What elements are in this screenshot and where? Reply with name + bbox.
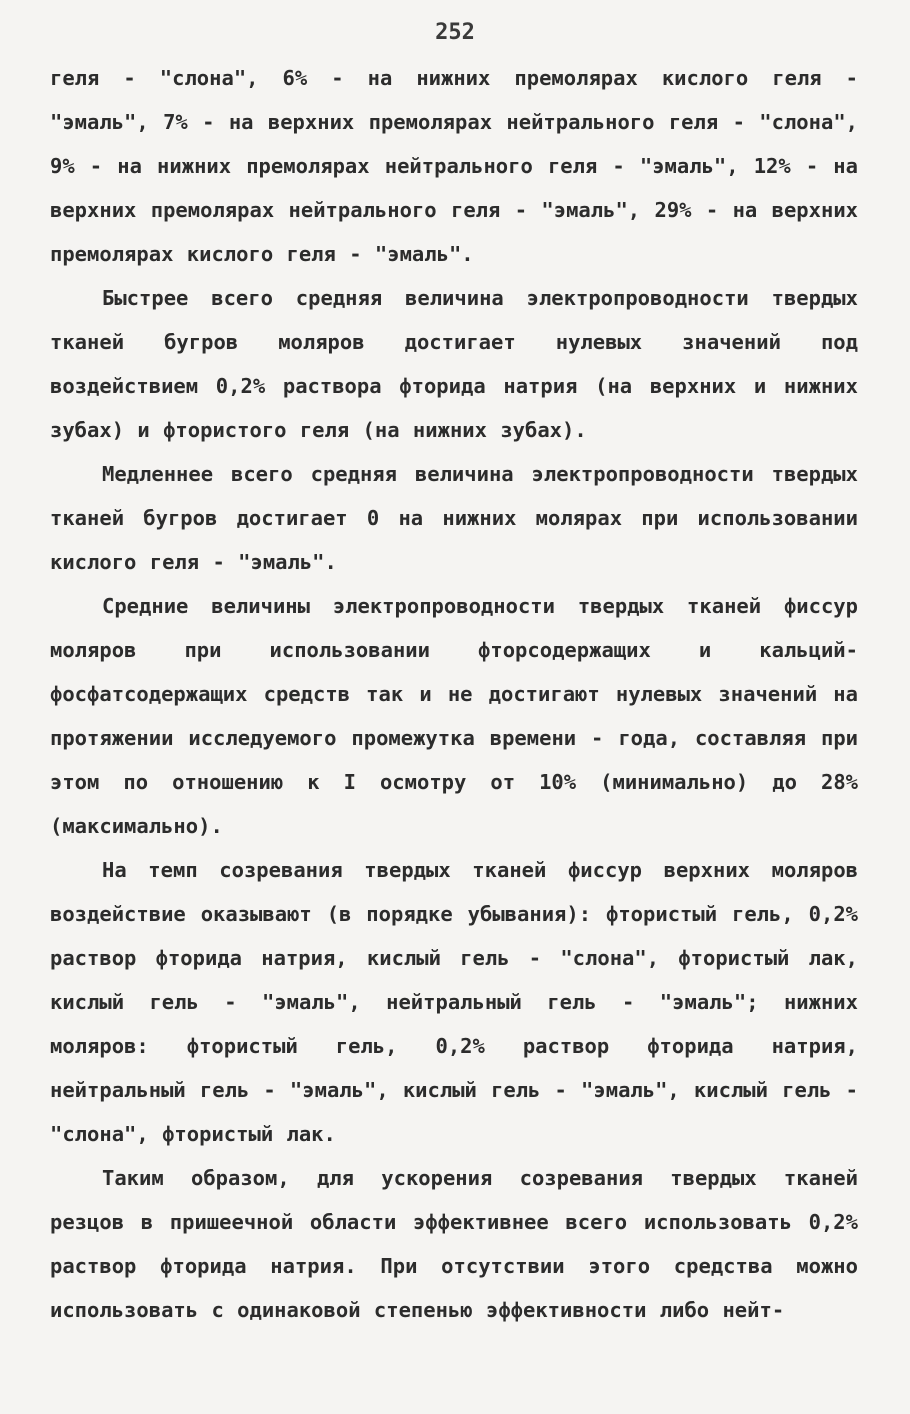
page-number: 252 [435,20,475,45]
paragraph: Быстрее всего средняя величина электропроводности твердых тканей бугров моляров достигает нулевых значений под воздействием 0,2% раствора фторида натрия (на верхних и нижних зубах) и фтористого геля (на нижних зубах). [50,286,858,442]
paragraph-continuation: геля - "слона", 6% - на нижних премолярах кислого геля - "эмаль", 7% - на верхних премолярах нейтрального геля - "слона", 9% - на нижних премолярах нейтрального геля - "эмаль", 12% - на верхних премолярах нейтрального геля - "эмаль", 29% - на верхних премолярах кислого геля - "эмаль". [50,66,858,266]
body-text [50,56,858,1332]
paragraph: Таким образом, для ускорения созревания твердых тканей резцов в пришеечной области эффективнее всего использовать 0,2% раствор фторида натрия. При отсутствии этого средства можно использовать с одинаковой степенью эффективности либо нейт- [50,1166,858,1322]
paragraph: На темп созревания твердых тканей фиссур верхних моляров воздействие оказывают (в порядке убывания): фтористый гель, 0,2% раствор фторида натрия, кислый гель - "слона", фтористый лак, кислый гель - "эмаль", нейтральный гель - "эмаль"; нижних моляров: фтористый гель, 0,2% раствор фторида натрия, нейтральный гель - "эмаль", кислый гель - "эмаль", кислый гель - "слона", фтористый лак. [50,858,858,1146]
paragraph: Медленнее всего средняя величина электропроводности твердых тканей бугров достигает 0 на нижних молярах при использовании кислого геля - "эмаль". [50,462,858,574]
paragraph: Средние величины электропроводности твердых тканей фиссур моляров при использовании фторсодержащих и кальций-фосфатсодержащих средств так и не достигают нулевых значений на протяжении исследуемого промежутка времени - года, составляя при этом по отношению к I осмотру от 10% (минимально) до 28% (максимально). [50,594,858,838]
